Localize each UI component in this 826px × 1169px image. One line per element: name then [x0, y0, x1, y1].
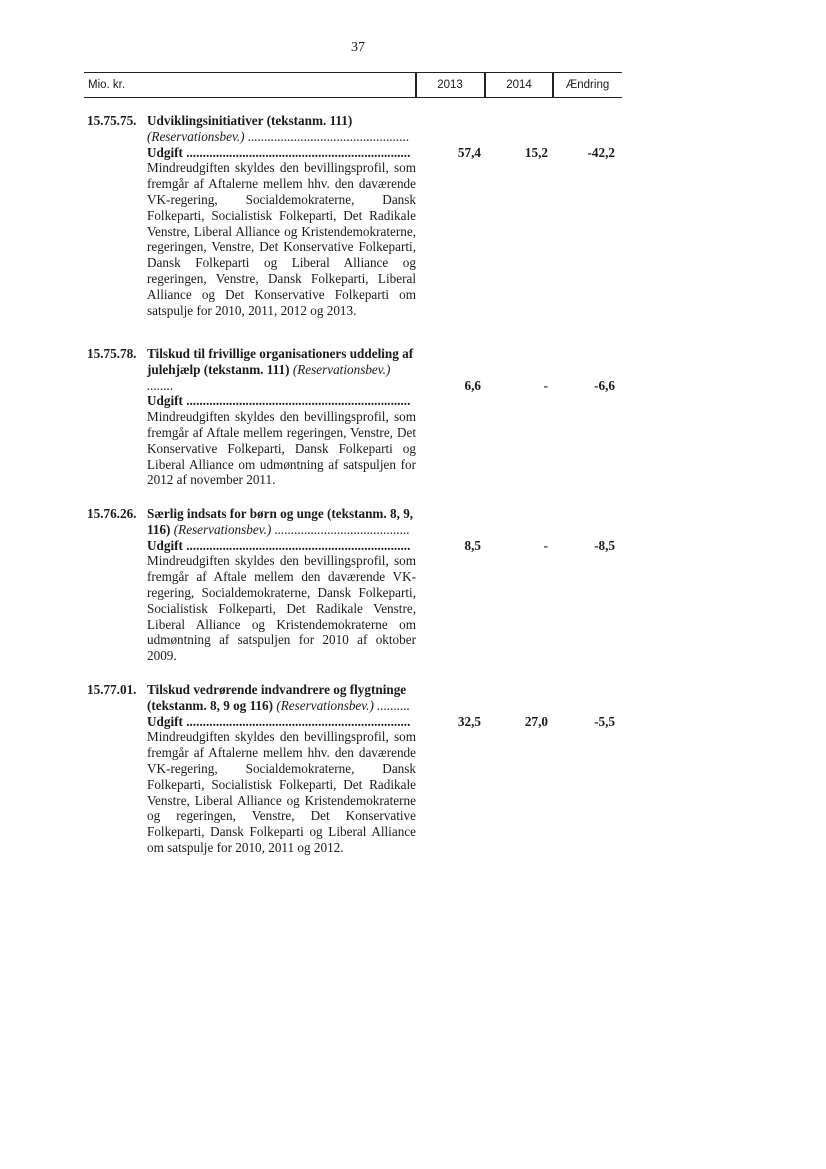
entry-note: (Reservationsbev.) ........: [147, 361, 391, 393]
column-change-header: Ændring: [565, 79, 610, 91]
column-header: [84, 72, 622, 98]
expense-label: Udgift ....................................................................: [147, 713, 411, 729]
entry-title-text: Tilskud til frivillige organisationers uddeling af julehjælp (tekstanm. 111): [147, 346, 414, 377]
column-2014-header: 2014: [506, 79, 532, 91]
value-2013: 32,5: [457, 713, 481, 729]
value-2014: -: [543, 377, 548, 393]
entry-description: Mindreudgiften skyldes den bevillingsprofil, som fremgår af Aftalerne mellem hhv. den daværende VK-regering, Socialdemokraterne, Dansk Folkeparti, Socialistisk Folkeparti, Det Radikale Venstre, Liberal Alliance og Kristendemokraterne, regeringen, Venstre, Det Konservative Folkeparti, Dansk Folkeparti og Liberal Alliance og regeringen, Venstre, Dansk Folkeparti, Liberal Alliance og Det Konservative Folkeparti om satspulje for 2010, 2011, 2012 og 2013.: [147, 160, 416, 318]
entry-description: Mindreudgiften skyldes den bevillingsprofil, som fremgår af Aftale mellem den daværende VK-regering, Socialdemokraterne, Dansk Folkeparti, Socialistisk Folkeparti, Det Radikale Venstre, Liberal Alliance og Kristendemokraterne om udmøntning af satspuljen for 2010 af oktober 2009.: [147, 553, 416, 664]
value-change: -8,5: [594, 537, 615, 553]
entry-body: [147, 506, 416, 664]
entry-note: (Reservationsbev.) .................................................: [147, 128, 410, 144]
entry-title-text: Tilskud vedrørende indvandrere og flygtninge (tekstanm. 8, 9 og 116): [147, 682, 407, 713]
entry-title: [147, 506, 416, 538]
entry-body: [147, 682, 416, 856]
entry-body: [147, 113, 416, 318]
value-2013: 6,6: [464, 377, 481, 393]
value-2014: -: [543, 537, 548, 553]
column-2013-header: 2013: [437, 79, 463, 91]
value-2013: 57,4: [457, 144, 481, 160]
value-change: -6,6: [594, 377, 615, 393]
unit-label: Mio. kr.: [88, 79, 126, 91]
entry-note: (Reservationsbev.) ..........: [276, 697, 411, 713]
entry-code: 15.75.78.: [87, 346, 137, 361]
entry-code: 15.75.75.: [87, 113, 137, 128]
entry-title: [147, 346, 416, 393]
entry-note: (Reservationsbev.) .........................................: [173, 521, 410, 537]
value-change: -42,2: [587, 144, 615, 160]
value-2013: 8,5: [464, 537, 481, 553]
page-number: 37: [351, 40, 365, 55]
entry-description: Mindreudgiften skyldes den bevillingsprofil, som fremgår af Aftalerne mellem hhv. den daværende VK-regering, Socialdemokraterne, Dansk Folkeparti, Socialistisk Folkeparti, Det Radikale Venstre, Liberal Alliance og Kristendemokraterne og regeringen, Venstre, Det Konservative Folkeparti, Dansk Folkeparti og Liberal Alliance om satspulje for 2010, 2011 og 2012.: [147, 729, 416, 855]
entry-title: Udviklingsinitiativer (tekstanm. 111): [147, 113, 353, 128]
expense-label: Udgift ....................................................................: [147, 144, 411, 160]
expense-label: Udgift ....................................................................: [147, 537, 411, 553]
entry-code: 15.77.01.: [87, 682, 137, 697]
value-2014: 27,0: [524, 713, 548, 729]
value-change: -5,5: [594, 713, 615, 729]
entry-title: [147, 682, 416, 714]
entry-body: [147, 346, 416, 488]
entry-code: 15.76.26.: [87, 506, 137, 521]
value-2014: 15,2: [524, 144, 548, 160]
expense-label: Udgift ....................................................................: [147, 393, 411, 409]
entry-description: Mindreudgiften skyldes den bevillingsprofil, som fremgår af Aftale mellem regeringen, Venstre, Det Konservative Folkeparti, Dansk Folkeparti og Liberal Alliance om udmøntning af satspuljen for 2012 af november 2011.: [147, 409, 416, 488]
entry-title-text: Særlig indsats for børn og unge (tekstanm. 8, 9, 116): [147, 506, 414, 537]
